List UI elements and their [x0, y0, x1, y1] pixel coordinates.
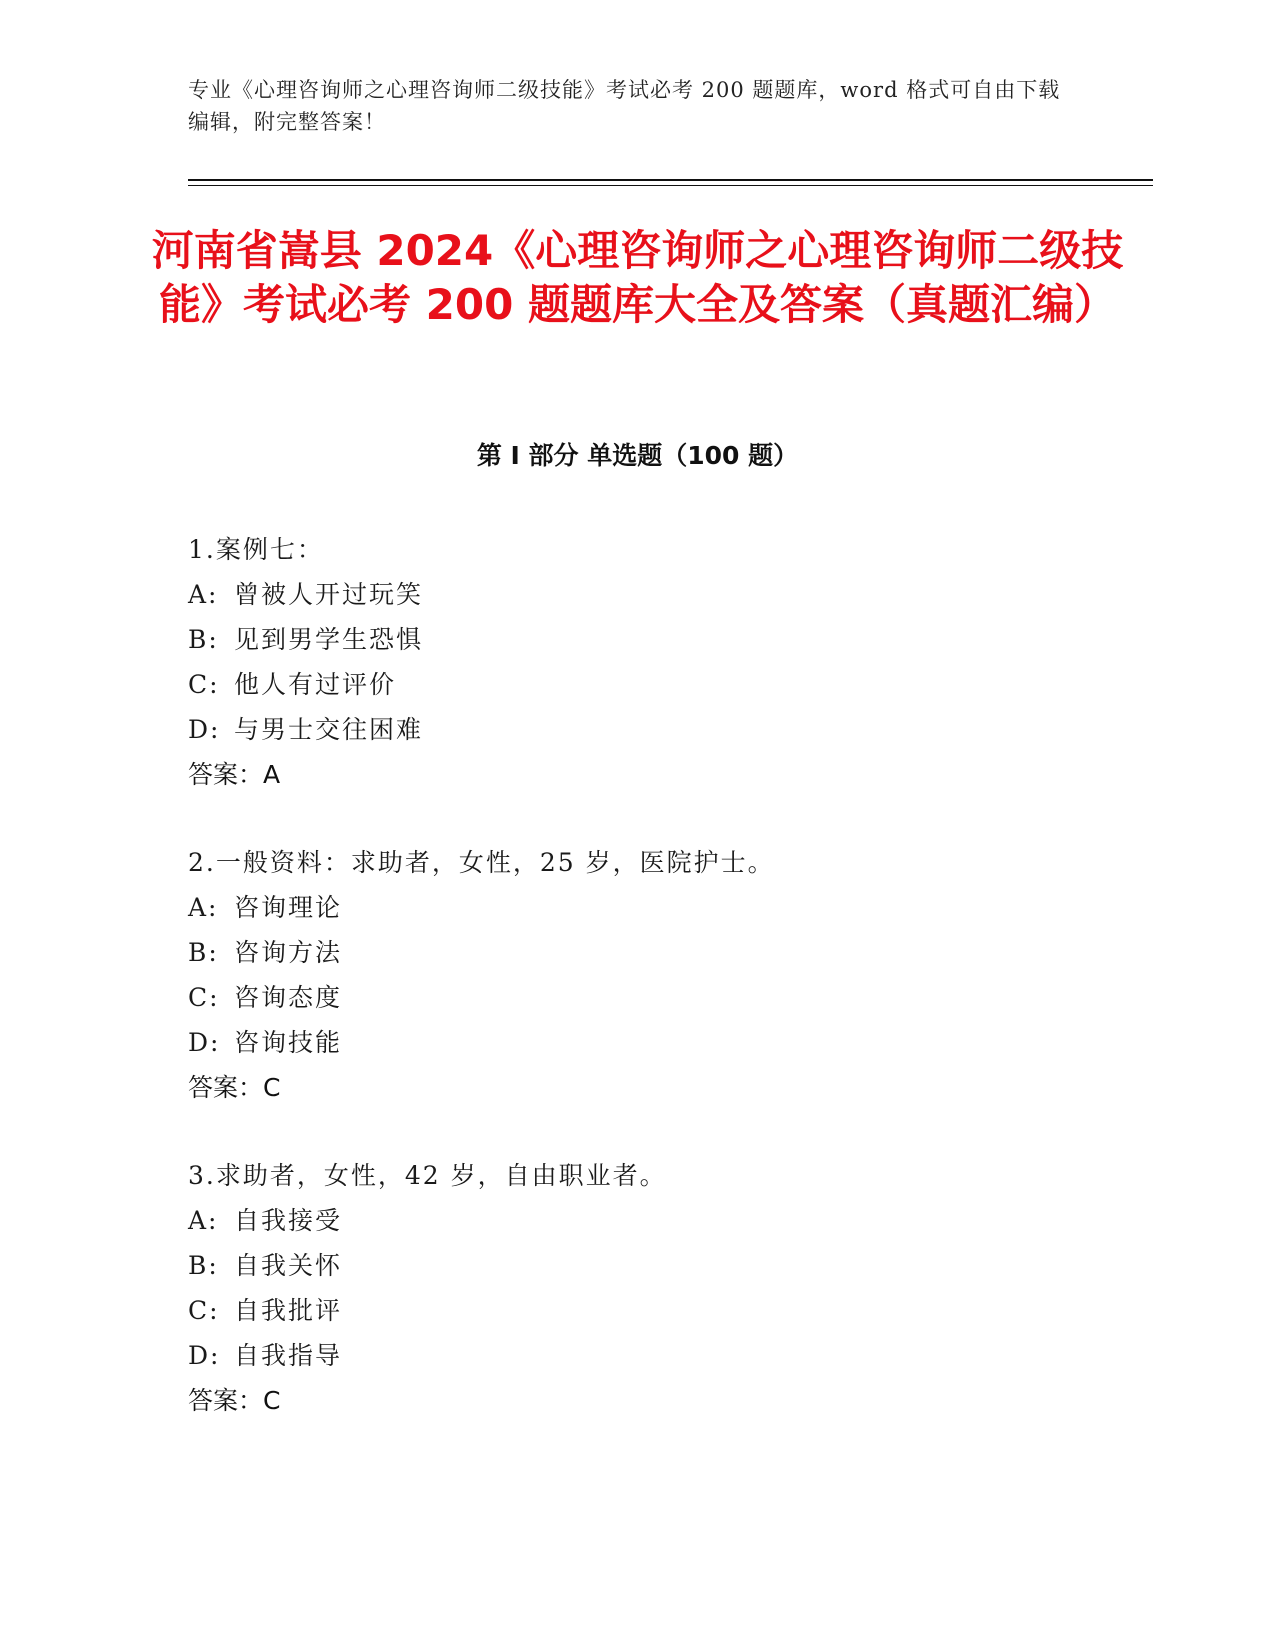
question-option	[188, 930, 1148, 975]
option-text: 自我批评	[234, 1296, 343, 1325]
question-option	[188, 572, 1148, 617]
option-key: D:	[188, 1341, 221, 1370]
section-heading: 第 I 部分 单选题（100 题）	[476, 441, 799, 470]
question-option	[188, 617, 1148, 662]
question-stem: 2.一般资料：求助者，女性，25 岁，医院护士。	[188, 848, 775, 877]
question-answer: 答案：A	[188, 760, 281, 789]
question-item	[188, 527, 1148, 797]
header-divider-thin	[188, 185, 1153, 186]
option-key: D:	[188, 1028, 221, 1057]
option-text: 自我指导	[234, 1341, 343, 1370]
option-text: 他人有过评价	[234, 670, 397, 699]
header-note: 专业《心理咨询师之心理咨询师二级技能》考试必考 200 题题库，word 格式可自由下载编辑，附完整答案！	[188, 78, 1061, 134]
question-stem: 1.案例七：	[188, 535, 324, 564]
question-item	[188, 1153, 1148, 1423]
question-option	[188, 1020, 1148, 1065]
question-answer: 答案：C	[188, 1386, 281, 1415]
option-key: C:	[188, 983, 220, 1012]
question-item	[188, 840, 1148, 1110]
question-option	[188, 1243, 1148, 1288]
question-option	[188, 975, 1148, 1020]
option-text: 曾被人开过玩笑	[234, 580, 424, 609]
option-key: A:	[188, 1206, 219, 1235]
question-option	[188, 662, 1148, 707]
question-option	[188, 1198, 1148, 1243]
option-text: 咨询态度	[234, 983, 343, 1012]
question-option	[188, 1333, 1148, 1378]
option-key: D:	[188, 715, 221, 744]
question-answer: 答案：C	[188, 1073, 281, 1102]
option-text: 咨询技能	[234, 1028, 343, 1057]
question-list	[188, 527, 1148, 1466]
question-option	[188, 885, 1148, 930]
option-text: 自我关怀	[234, 1251, 343, 1280]
question-option	[188, 707, 1148, 752]
option-text: 与男士交往困难	[234, 715, 424, 744]
option-key: A:	[188, 580, 219, 609]
option-key: C:	[188, 670, 220, 699]
header-divider-thick	[188, 179, 1153, 181]
option-text: 咨询理论	[234, 893, 343, 922]
document-title: 河南省嵩县 2024《心理咨询师之心理咨询师二级技能》考试必考 200 题题库大全及答案（真题汇编）	[151, 226, 1124, 329]
option-key: B:	[188, 1251, 219, 1280]
question-option	[188, 1288, 1148, 1333]
option-text: 见到男学生恐惧	[234, 625, 424, 654]
option-key: B:	[188, 938, 219, 967]
option-text: 自我接受	[234, 1206, 343, 1235]
option-key: B:	[188, 625, 219, 654]
option-key: A:	[188, 893, 219, 922]
option-text: 咨询方法	[234, 938, 343, 967]
option-key: C:	[188, 1296, 220, 1325]
question-stem: 3.求助者，女性，42 岁，自由职业者。	[188, 1161, 667, 1190]
